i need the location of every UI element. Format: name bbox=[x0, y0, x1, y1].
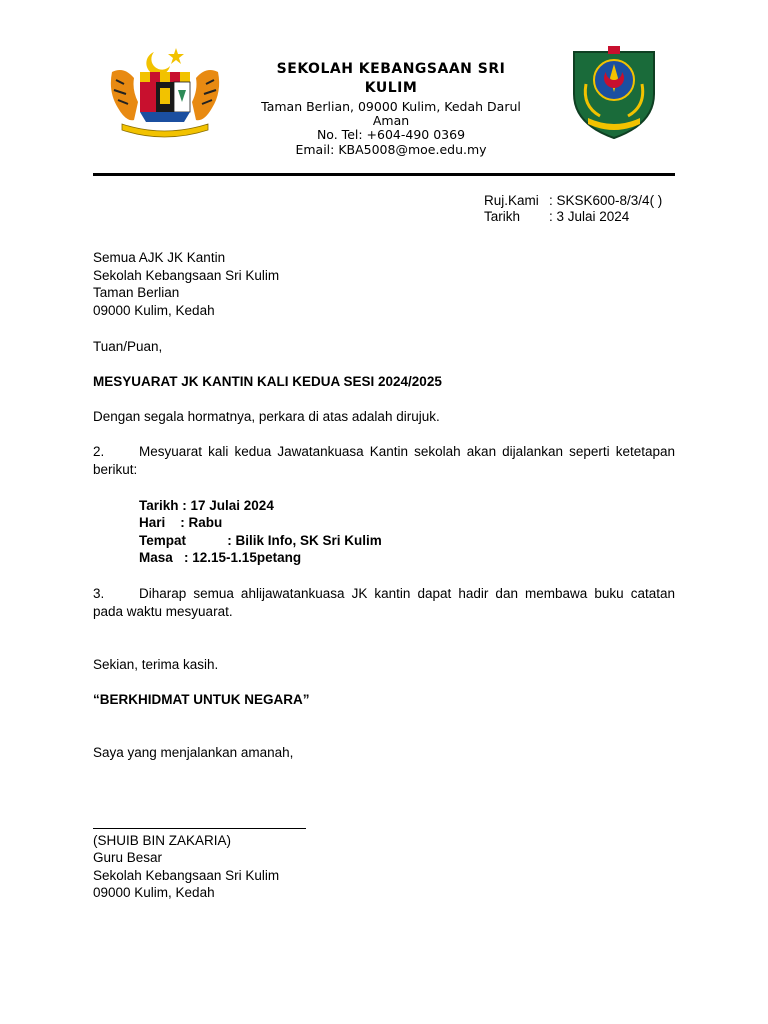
detail-tempat: Tempat : Bilik Info, SK Sri Kulim bbox=[139, 533, 382, 548]
letterhead bbox=[240, 60, 542, 157]
school-name-line2: KULIM bbox=[364, 80, 418, 96]
paragraph-1: Dengan segala hormatnya, perkara di atas adalah dirujuk. bbox=[93, 409, 440, 424]
recipient-line3: Taman Berlian bbox=[93, 285, 180, 300]
phone-number: No. Tel: +604-490 0369 bbox=[316, 127, 466, 143]
email-address: Email: KBA5008@moe.edu.my bbox=[295, 141, 487, 157]
address-line1: Taman Berlian, 09000 Kulim, Kedah Darul bbox=[261, 99, 521, 114]
detail-hari: Hari : Rabu bbox=[139, 515, 223, 530]
recipient-line1: Semua AJK JK Kantin bbox=[93, 250, 226, 265]
paragraph-2-number: 2. bbox=[93, 444, 105, 459]
detail-masa: Masa : 12.15-1.15petang bbox=[139, 550, 302, 565]
address-line2: Aman bbox=[372, 113, 410, 129]
signature-line bbox=[93, 828, 306, 829]
signatory-name: (SHUIB BIN ZAKARIA) bbox=[93, 833, 232, 848]
signatory-school: Sekolah Kebangsaan Sri Kulim bbox=[93, 868, 280, 883]
date-value: : 3 Julai 2024 bbox=[549, 209, 630, 224]
ruj-value: : SKSK600-8/3/4( ) bbox=[549, 193, 663, 208]
motto: “BERKHIDMAT UNTUK NEGARA” bbox=[93, 692, 310, 707]
paragraph-2-body: Mesyuarat kali kedua Jawatankuasa Kantin sekolah akan dijalankan seperti ketetapan berikut: bbox=[93, 444, 675, 477]
detail-tarikh: Tarikh : 17 Julai 2024 bbox=[139, 498, 274, 513]
recipient-line4: 09000 Kulim, Kedah bbox=[93, 303, 215, 318]
salutation: Tuan/Puan, bbox=[93, 339, 163, 354]
coat-of-arms-logo bbox=[104, 42, 226, 138]
signatory-title: Guru Besar bbox=[93, 850, 163, 865]
school-crest-logo bbox=[568, 44, 660, 140]
subject-heading: MESYUARAT JK KANTIN KALI KEDUA SESI 2024/2025 bbox=[93, 374, 442, 389]
paragraph-2-text bbox=[93, 443, 675, 478]
ruj-label: Ruj.Kami bbox=[484, 193, 539, 208]
date-label: Tarikh bbox=[484, 209, 521, 224]
header-divider bbox=[93, 173, 675, 176]
paragraph-3-body: Diharap semua ahlijawatankuasa JK kantin dapat hadir dan membawa buku catatan pada waktu mesyuarat. bbox=[93, 586, 675, 619]
closing-line: Sekian, terima kasih. bbox=[93, 657, 219, 672]
signatory-address: 09000 Kulim, Kedah bbox=[93, 885, 215, 900]
paragraph-3-number: 3. bbox=[93, 586, 105, 601]
trust-line: Saya yang menjalankan amanah, bbox=[93, 745, 294, 760]
school-name-line1: SEKOLAH KEBANGSAAN SRI bbox=[276, 61, 506, 77]
recipient-line2: Sekolah Kebangsaan Sri Kulim bbox=[93, 268, 280, 283]
paragraph-3-text bbox=[93, 585, 675, 620]
